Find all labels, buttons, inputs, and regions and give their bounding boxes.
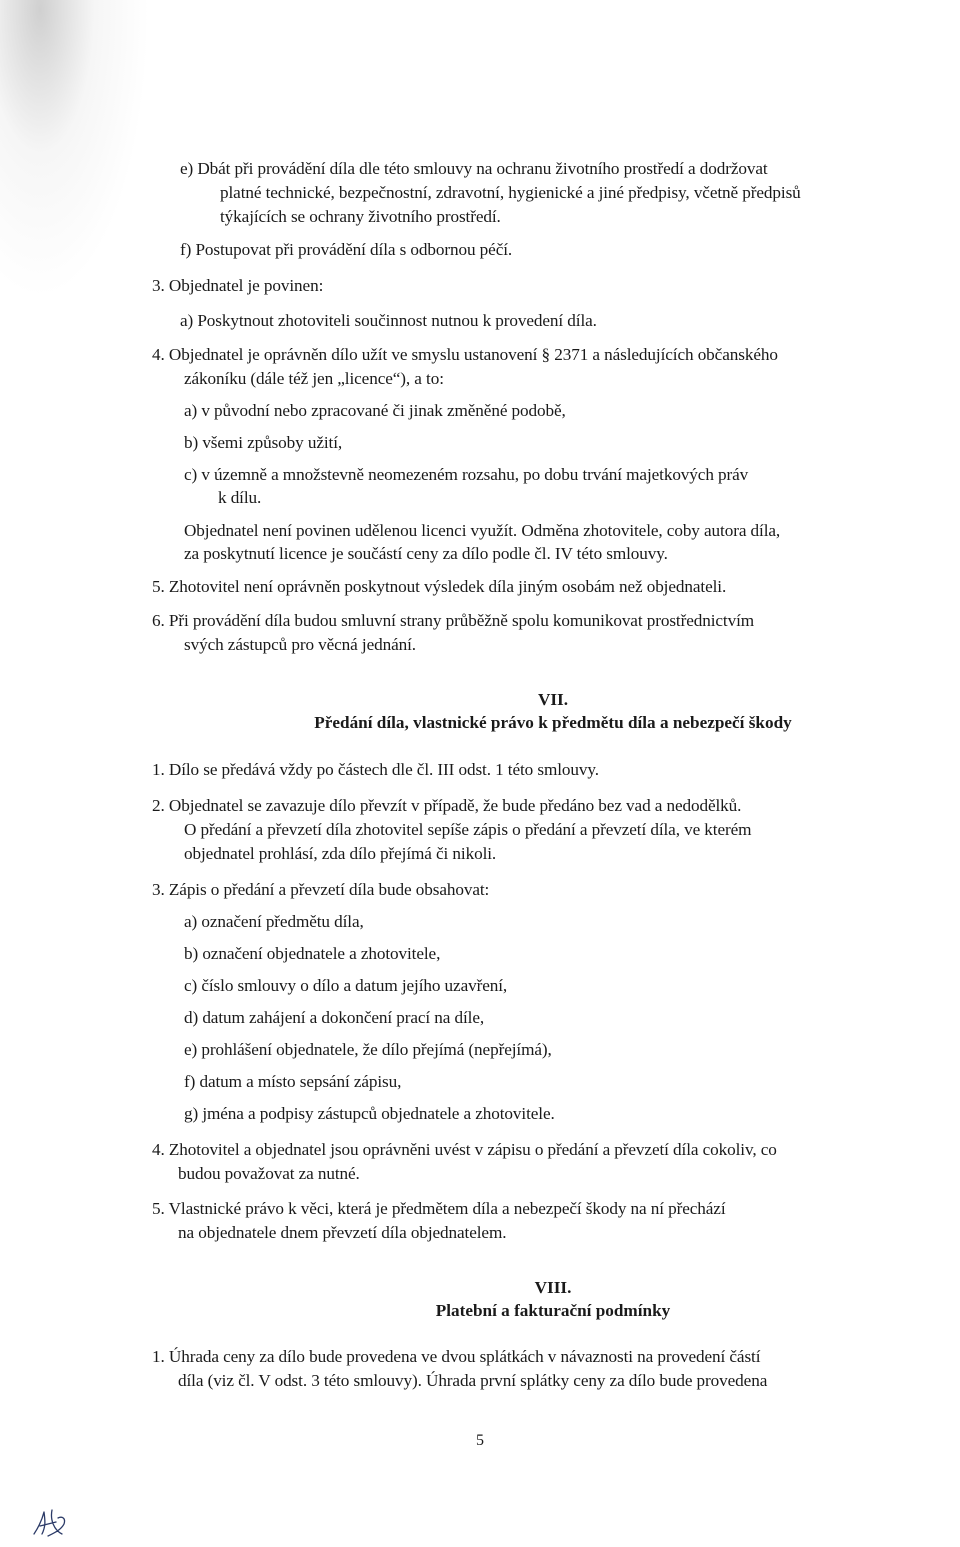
vii-clause-3c: c) číslo smlouvy o dílo a datum jejího uzavření, bbox=[184, 976, 508, 995]
clause-4a: a) v původní nebo zpracované či jinak změněné podobě, bbox=[184, 401, 566, 420]
vii-clause-3: 3. Zápis o předání a převzetí díla bude obsahovat: bbox=[152, 880, 490, 899]
vii-clause-4-line2: budou považovat za nutné. bbox=[178, 1164, 360, 1183]
clause-4-line2: zákoníku (dále též jen „licence“), a to: bbox=[184, 369, 444, 388]
section-vii-title: Předání díla, vlastnické právo k předmětu díla a nebezpečí škody bbox=[314, 713, 792, 732]
vii-clause-5-line2: na objednatele dnem převzetí díla objednatelem. bbox=[178, 1223, 507, 1242]
vii-clause-3e: e) prohlášení objednatele, že dílo přejímá (nepřejímá), bbox=[184, 1040, 552, 1059]
vii-clause-3a: a) označení předmětu díla, bbox=[184, 912, 364, 931]
clause-4c-line1: c) v územně a množstevně neomezeném rozsahu, po dobu trvání majetkových práv bbox=[184, 465, 749, 484]
clause-4-note-line2: za poskytnutí licence je součástí ceny za dílo podle čl. IV této smlouvy. bbox=[184, 544, 668, 563]
vii-clause-1: 1. Dílo se předává vždy po částech dle čl. III odst. 1 této smlouvy. bbox=[152, 760, 599, 779]
item-e-line1: e) Dbát při provádění díla dle této smlouvy na ochranu životního prostředí a dodržovat bbox=[180, 159, 768, 178]
clause-6-line2: svých zástupců pro věcná jednání. bbox=[184, 635, 416, 654]
vii-clause-3d: d) datum zahájení a dokončení prací na díle, bbox=[184, 1008, 485, 1027]
vii-clause-3f: f) datum a místo sepsání zápisu, bbox=[184, 1072, 402, 1091]
clause-6-line1: 6. Při provádění díla budou smluvní strany průběžně spolu komunikovat prostřednictvím bbox=[152, 611, 755, 630]
vii-clause-5-line1: 5. Vlastnické právo k věci, která je předmětem díla a nebezpečí škody na ní přechází bbox=[152, 1199, 726, 1218]
clause-4-line1: 4. Objednatel je oprávněn dílo užít ve smyslu ustanovení § 2371 a následujících občanského bbox=[152, 345, 778, 364]
section-viii-number: VIII. bbox=[534, 1278, 572, 1297]
viii-clause-1-line2: díla (viz čl. V odst. 3 této smlouvy). Úhrada první splátky ceny za dílo bude provedena bbox=[178, 1371, 768, 1390]
page-number: 5 bbox=[476, 1432, 484, 1449]
section-vii-number: VII. bbox=[537, 690, 569, 709]
scan-shadow bbox=[0, 0, 150, 300]
clause-3: 3. Objednatel je povinen: bbox=[152, 276, 324, 295]
section-viii-title: Platební a fakturační podmínky bbox=[435, 1301, 671, 1320]
vii-clause-3g: g) jména a podpisy zástupců objednatele a zhotovitele. bbox=[184, 1104, 555, 1123]
clause-5: 5. Zhotovitel není oprávněn poskytnout výsledek díla jiným osobám než objednateli. bbox=[152, 577, 727, 596]
vii-clause-3b: b) označení objednatele a zhotovitele, bbox=[184, 944, 441, 963]
item-e-line2: platné technické, bezpečnostní, zdravotní, hygienické a jiné předpisy, včetně předpisů bbox=[220, 183, 801, 202]
vii-clause-2-line1: 2. Objednatel se zavazuje dílo převzít v případě, že bude předáno bez vad a nedodělků. bbox=[152, 796, 742, 815]
vii-clause-2-line2: O předání a převzetí díla zhotovitel sepíše zápis o předání a převzetí díla, ve kterém bbox=[184, 820, 752, 839]
clause-4c-line2: k dílu. bbox=[218, 488, 262, 507]
vii-clause-4-line1: 4. Zhotovitel a objednatel jsou oprávněni uvést v zápisu o předání a převzetí díla cokoliv, co bbox=[152, 1140, 777, 1159]
vii-clause-2-line3: objednatel prohlásí, zda dílo přejímá či nikoli. bbox=[184, 844, 497, 863]
clause-4-note-line1: Objednatel není povinen udělenou licenci využít. Odměna zhotovitele, coby autora díla, bbox=[184, 521, 781, 540]
clause-3a: a) Poskytnout zhotoviteli součinnost nutnou k provedení díla. bbox=[180, 311, 597, 330]
handwritten-initials-icon bbox=[28, 1500, 70, 1540]
item-f: f) Postupovat při provádění díla s odbornou péčí. bbox=[180, 240, 513, 259]
clause-4b: b) všemi způsoby užití, bbox=[184, 433, 343, 452]
item-e-line3: týkajících se ochrany životního prostředí. bbox=[220, 207, 501, 226]
viii-clause-1-line1: 1. Úhrada ceny za dílo bude provedena ve dvou splátkách v návaznosti na provedení částí bbox=[152, 1347, 761, 1366]
